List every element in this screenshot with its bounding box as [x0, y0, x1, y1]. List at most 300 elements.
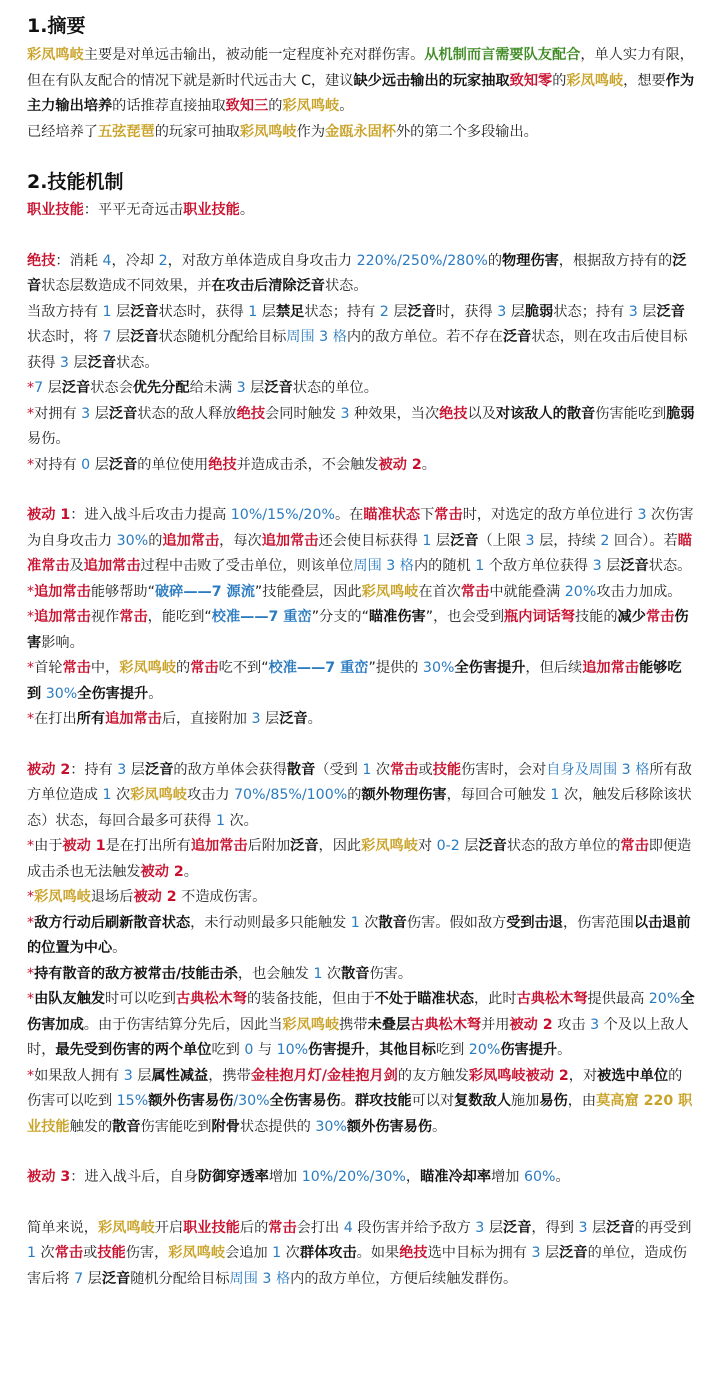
- text-run: 职业技能: [27, 202, 84, 218]
- text-run: 回合）。若: [609, 532, 678, 549]
- text-run: 彩凤鸣岐: [566, 72, 624, 89]
- text-run: 并用: [481, 1016, 510, 1033]
- text-run: 被选中单位: [597, 1067, 669, 1084]
- text-run: 瞄准常击: [27, 532, 692, 574]
- text-run: 中，: [90, 660, 120, 676]
- text-run: 的单位，造成伤害后将: [27, 1245, 687, 1287]
- passive1-paragraph: [27, 503, 695, 580]
- text-run: 2.技能机制: [27, 171, 124, 193]
- text-run: *: [27, 583, 35, 600]
- text-run: 2: [379, 303, 389, 320]
- text-run: 追加常击: [34, 583, 91, 600]
- text-run: 1: [362, 761, 372, 778]
- text-run: 次: [281, 1245, 300, 1261]
- text-run: 泛音: [27, 252, 687, 294]
- text-run: 10%/15%/20%: [230, 507, 335, 523]
- text-run: 伤害。假如敌方: [406, 914, 507, 931]
- text-run: 的: [347, 787, 362, 803]
- text-run: 持有散音的敌方被常击/技能击杀: [34, 965, 238, 982]
- text-run: 的: [487, 252, 503, 269]
- text-run: *: [27, 456, 35, 473]
- text-run: 职业技能: [183, 202, 240, 218]
- text-run: 层: [83, 1270, 102, 1287]
- text-run: 吃到: [211, 1042, 245, 1058]
- text-run: 泛音: [620, 558, 649, 574]
- text-run: 的再受到: [634, 1219, 692, 1236]
- text-run: 物理伤害: [502, 252, 559, 269]
- text-run: 被动 2: [133, 889, 177, 905]
- text-run: 次。: [224, 812, 258, 829]
- text-run: 段伤害并给予敌方: [352, 1219, 476, 1236]
- text-run: ，得到: [531, 1219, 579, 1236]
- text-run: 全伤害提升: [77, 685, 149, 702]
- text-run: 额外物理伤害: [361, 787, 447, 803]
- text-run: 的玩家可抽取: [154, 123, 240, 140]
- text-run: *: [27, 660, 35, 676]
- text-run: 古典松木弩: [410, 1016, 482, 1033]
- text-run: 古典松木弩: [176, 991, 247, 1007]
- text-run: 对拥有: [34, 405, 82, 422]
- text-run: 常击: [620, 838, 649, 854]
- text-run: 泛音: [145, 761, 174, 778]
- text-run: ，每回合可触发: [446, 787, 551, 803]
- text-run: 全伤害易伤: [269, 1093, 341, 1109]
- text-run: 瞄准冷却率: [420, 1169, 492, 1185]
- text-run: 3: [251, 711, 261, 727]
- text-run: 彩凤鸣岐: [282, 98, 340, 114]
- text-run: 瞄准状态: [363, 507, 421, 523]
- text-run: ，想要: [623, 72, 666, 89]
- text-run: 状态的单位。: [292, 380, 378, 396]
- text-run: 1: [475, 558, 485, 574]
- text-run: 15%: [116, 1093, 149, 1109]
- text-run: 30%: [238, 1093, 270, 1109]
- text-run: 状态会: [90, 380, 133, 396]
- text-run: 7: [74, 1270, 84, 1287]
- text-run: 技能的: [574, 609, 618, 625]
- text-run: 未叠层: [367, 1016, 411, 1033]
- text-run: 次: [111, 787, 131, 803]
- text-run: 被动 2: [27, 761, 71, 778]
- text-run: 内的随机: [413, 558, 476, 574]
- text-run: ：进入战斗后，自身: [70, 1169, 198, 1185]
- text-run: 不造成伤害。: [176, 889, 267, 905]
- text-run: （上限: [478, 532, 526, 549]
- text-run: 30%: [315, 1118, 347, 1135]
- text-run: 施加: [510, 1093, 540, 1109]
- text-run: 4: [343, 1219, 353, 1236]
- text-run: 的: [268, 98, 283, 114]
- text-run: 次伤害为自身攻击力: [27, 507, 694, 549]
- text-run: 层: [90, 405, 109, 422]
- text-run: 2: [158, 252, 168, 269]
- text-run: 10%: [276, 1042, 309, 1058]
- text-run: 状态。: [648, 558, 692, 574]
- text-run: 全伤害提升: [454, 660, 526, 676]
- text-run: 散音: [341, 965, 370, 982]
- text-run: 彩凤鸣岐: [361, 838, 418, 854]
- text-run: 退场后: [90, 889, 134, 905]
- text-run: 常击: [62, 660, 91, 676]
- text-run: ，但后续: [525, 660, 583, 676]
- text-run: 如果敌人拥有: [34, 1067, 124, 1084]
- text-run: 被动 2: [509, 1016, 553, 1033]
- text-run: 层: [257, 303, 276, 320]
- text-run: 触发的: [69, 1118, 113, 1135]
- text-run: 常击: [190, 660, 219, 676]
- text-run: 被动 3: [27, 1169, 71, 1185]
- text-run: 选中目标为拥有: [427, 1245, 532, 1261]
- text-run: 周围 3 格: [353, 558, 414, 574]
- text-run: 附骨: [211, 1118, 240, 1135]
- text-run: 优先分配: [132, 380, 190, 396]
- text-run: 提供最高: [587, 991, 649, 1007]
- text-run: 伤害能吃到: [595, 405, 667, 422]
- passive2-note-6: [27, 1064, 695, 1141]
- text-run: ”提供的: [368, 660, 423, 676]
- text-run: 3: [592, 558, 602, 574]
- text-run: 后，直接附加: [161, 711, 252, 727]
- text-run: 状态的敌人释放: [137, 405, 237, 422]
- ultimate-paragraph-1: [27, 249, 695, 300]
- text-run: 7: [34, 380, 44, 396]
- text-run: 过程中击败了受击单位，则该单位: [140, 558, 354, 574]
- text-run: ”，也会受到: [425, 609, 505, 625]
- text-run: 内的敌方单位。若不存在: [346, 329, 503, 345]
- text-run: 从机制而言需要队友配合: [424, 47, 581, 63]
- text-run: ，因此: [318, 838, 362, 854]
- text-run: 次: [371, 761, 391, 778]
- text-run: 追加常击: [582, 660, 639, 676]
- text-run: 70%/85%/100%: [234, 787, 348, 803]
- text-run: 20%: [648, 991, 681, 1007]
- text-run: 攻击力: [186, 787, 235, 803]
- text-run: 对该敌人的散音: [495, 405, 596, 422]
- passive2-note-4: [27, 962, 695, 988]
- text-run: 层: [111, 329, 131, 345]
- job-skill-paragraph: [27, 198, 695, 224]
- passive1-note-2: [27, 605, 695, 656]
- text-run: 绝技: [208, 456, 237, 473]
- text-run: 周围 3 格: [229, 1270, 291, 1287]
- text-run: 会打出: [296, 1219, 344, 1236]
- passive2-paragraph: [27, 758, 695, 835]
- text-run: 常击: [268, 1219, 297, 1236]
- text-run: 瞄准伤害: [368, 609, 426, 625]
- text-run: 内的敌方单位，方便后续触发群伤。: [290, 1270, 518, 1287]
- text-run: 层: [587, 1219, 607, 1236]
- text-run: 层: [459, 838, 479, 854]
- text-run: 时，获得: [435, 303, 498, 320]
- text-run: 状态层数造成不同效果，并: [41, 278, 212, 294]
- text-run: 状态。: [324, 278, 368, 294]
- text-run: 易伤。: [27, 431, 70, 447]
- text-run: 30%: [116, 532, 149, 549]
- text-run: 已经培养了: [27, 123, 98, 140]
- text-run: 彩凤鸣岐: [239, 123, 297, 140]
- text-run: 状态；持有: [304, 303, 380, 320]
- text-run: 当敌方持有: [27, 303, 103, 320]
- summary-paragraph-2: [27, 120, 695, 146]
- text-run: 并造成击杀，不会触发: [236, 456, 379, 473]
- text-run: 泛音: [264, 380, 293, 396]
- text-run: 校准——7 重峦: [268, 660, 369, 676]
- text-run: 泛音: [656, 303, 685, 320]
- text-run: 1: [215, 812, 225, 829]
- text-run: 技能: [97, 1245, 126, 1261]
- text-run: 层: [637, 303, 657, 320]
- text-run: 金桂抱月灯/金桂抱月剑: [250, 1067, 398, 1084]
- text-run: 视作: [90, 609, 120, 625]
- text-run: 伤害，: [125, 1245, 169, 1261]
- text-run: 状态，则在攻击后使目标获得: [27, 329, 688, 371]
- passive1-note-4: [27, 707, 695, 733]
- text-run: 开启: [154, 1219, 184, 1236]
- text-run: *: [27, 889, 35, 905]
- text-run: 3: [236, 380, 246, 396]
- text-run: 主要是对单远击输出，被动能一定程度补充对群伤害。: [83, 47, 425, 63]
- text-run: 古典松木弩: [516, 991, 588, 1007]
- text-run: 泛音: [61, 380, 91, 396]
- text-run: 吃到: [435, 1042, 469, 1058]
- text-run: 彩凤鸣岐被动 2: [468, 1067, 569, 1084]
- text-run: 属性减益: [151, 1067, 209, 1084]
- ultimate-paragraph-2: [27, 300, 695, 377]
- text-run: 追加常击: [34, 609, 91, 625]
- text-run: 30%: [45, 685, 78, 702]
- text-run: 最先受到伤害的两个单位: [55, 1042, 212, 1058]
- text-run: 能够吃到: [27, 660, 682, 702]
- text-run: 的: [552, 72, 567, 89]
- text-run: 次，触发后移除该状态）状态，每回合最多可获得: [27, 787, 692, 829]
- text-run: 携带: [339, 1016, 368, 1033]
- text-run: 被动 1: [27, 507, 71, 523]
- text-run: ，: [364, 1042, 380, 1058]
- text-run: 30%: [422, 660, 455, 676]
- text-run: 的装备技能，但由于: [246, 991, 375, 1007]
- text-run: 敌方行动后刷新散音状态: [34, 914, 191, 931]
- text-run: 对持有: [34, 456, 82, 473]
- text-run: /: [233, 1093, 239, 1109]
- text-run: 防御穿透率: [197, 1169, 269, 1185]
- text-run: 额外伤害易伤: [148, 1093, 234, 1109]
- passive2-note-1: [27, 834, 695, 885]
- text-run: 追加常击: [261, 532, 319, 549]
- text-run: 层: [506, 303, 525, 320]
- text-run: 1: [248, 303, 258, 320]
- text-run: 层: [260, 711, 280, 727]
- text-run: 伤害: [27, 609, 689, 651]
- text-run: 群体攻击: [299, 1245, 357, 1261]
- text-run: 彩凤鸣岐: [282, 1016, 340, 1033]
- text-run: 可以对: [411, 1093, 455, 1109]
- text-run: 泛音: [108, 405, 138, 422]
- text-run: 致知三: [225, 98, 269, 114]
- text-run: ，能吃到“: [147, 609, 212, 625]
- text-run: 还会使目标获得: [318, 532, 423, 549]
- text-run: 。: [555, 1169, 570, 1185]
- text-run: ，根据敌方持有的: [558, 252, 673, 269]
- text-run: 。: [307, 711, 322, 727]
- text-run: 首轮: [34, 660, 63, 676]
- text-run: 会同时触发: [265, 405, 341, 422]
- text-run: 层，持续: [534, 532, 601, 549]
- text-run: 伤害。: [369, 965, 413, 982]
- text-run: 彩凤鸣岐: [130, 787, 187, 803]
- text-run: 常击: [119, 609, 148, 625]
- text-run: ，单人实力有限，但在有队友配合的情况下就是新时代远击大 C，建议: [27, 47, 694, 89]
- text-run: 吃不到“: [218, 660, 269, 676]
- text-run: 常击: [460, 583, 490, 600]
- text-run: 泛音: [130, 303, 159, 320]
- text-run: 复数敌人: [454, 1093, 511, 1109]
- text-run: 及: [69, 558, 84, 574]
- text-run: 散音: [378, 914, 407, 931]
- text-run: 伤害能吃到: [140, 1118, 212, 1135]
- text-run: 校准——7 重峦: [211, 609, 312, 625]
- text-run: 个敌方单位获得: [484, 558, 593, 574]
- heading-summary: [27, 14, 695, 38]
- text-run: 绝技: [27, 252, 56, 269]
- text-run: ，每次: [219, 532, 262, 549]
- text-run: 随机分配给目标: [130, 1270, 230, 1287]
- ultimate-note-1: [27, 376, 695, 402]
- text-run: 泛音: [606, 1219, 635, 1236]
- text-run: 的: [148, 532, 163, 549]
- text-run: ，此时: [473, 991, 517, 1007]
- text-run: 的友方触发: [397, 1067, 469, 1084]
- text-run: 在首次: [418, 583, 461, 600]
- text-run: 3: [475, 1219, 485, 1236]
- text-run: 7: [102, 329, 112, 345]
- text-run: 由队友触发: [34, 991, 106, 1007]
- text-run: 伤害提升: [308, 1042, 365, 1058]
- ultimate-note-2: [27, 402, 695, 453]
- text-run: 1: [27, 1245, 37, 1261]
- text-run: 泛音: [502, 329, 532, 345]
- text-run: 。如果: [356, 1245, 400, 1261]
- text-run: 会追加: [225, 1245, 273, 1261]
- text-run: 。: [112, 940, 127, 956]
- text-run: 1: [272, 1245, 282, 1261]
- text-run: 泛音: [101, 1270, 131, 1287]
- text-run: 全伤害加成: [27, 991, 695, 1033]
- text-run: 金瓯永固杯: [325, 123, 396, 140]
- passive2-note-5: [27, 987, 695, 1064]
- text-run: 常击: [390, 761, 419, 778]
- text-run: ，由: [567, 1093, 597, 1109]
- text-run: 3: [628, 303, 638, 320]
- text-run: 不处于瞄准状态: [374, 991, 474, 1007]
- text-run: 0: [81, 456, 91, 473]
- text-run: *: [27, 609, 35, 625]
- text-run: 状态时，获得: [158, 303, 249, 320]
- text-run: *: [27, 405, 35, 422]
- text-run: 3: [637, 507, 647, 523]
- passive3-paragraph: [27, 1165, 695, 1191]
- text-run: 时可以吃到: [105, 991, 176, 1007]
- text-run: 增加: [268, 1169, 302, 1185]
- text-run: 增加: [491, 1169, 524, 1185]
- text-run: 。在: [334, 507, 364, 523]
- text-run: 简单来说，: [27, 1219, 98, 1236]
- text-run: 泛音: [407, 303, 436, 320]
- text-run: 60%: [523, 1169, 556, 1185]
- passive1-note-3: [27, 656, 695, 707]
- text-run: 层: [111, 303, 131, 320]
- text-run: 所有敌方单位造成: [27, 761, 692, 803]
- text-run: 后的: [239, 1219, 269, 1236]
- text-run: 。: [339, 98, 354, 114]
- text-run: 3: [497, 303, 507, 320]
- text-run: 泛音: [503, 1219, 532, 1236]
- text-run: 3: [525, 532, 535, 549]
- text-run: 散音: [112, 1118, 141, 1135]
- text-run: 所有: [76, 711, 106, 727]
- text-run: 额外伤害易伤: [346, 1118, 433, 1135]
- text-run: 下: [420, 507, 435, 523]
- text-run: 次: [322, 965, 342, 982]
- passive2-note-3: [27, 911, 695, 962]
- text-run: ，对敌方单体造成自身攻击力: [167, 252, 357, 269]
- text-run: *: [27, 1067, 35, 1084]
- text-run: 外的第二个多段输出。: [395, 123, 538, 140]
- text-run: 技能: [432, 761, 462, 778]
- text-run: 泛音: [478, 838, 507, 854]
- text-run: ，未行动则最多只能触发: [190, 914, 351, 931]
- text-run: 1: [102, 303, 112, 320]
- text-run: 群攻技能: [354, 1093, 412, 1109]
- text-run: ，也会触发: [237, 965, 314, 982]
- text-run: 五弦琵琶: [97, 123, 155, 140]
- text-run: 。: [432, 1118, 447, 1135]
- text-run: 被动 1: [62, 838, 106, 854]
- text-run: 10%/20%/30%: [301, 1169, 406, 1185]
- text-run: 次: [359, 914, 379, 931]
- text-run: 能够帮助“: [90, 583, 155, 600]
- text-run: 绝技: [399, 1245, 428, 1261]
- text-run: 作为: [296, 123, 326, 140]
- text-run: 以及: [467, 405, 496, 422]
- text-run: ”技能叠层，因此: [254, 583, 362, 600]
- text-run: 3: [81, 405, 91, 422]
- text-run: 220%/250%/280%: [356, 252, 488, 269]
- text-run: 在打出: [34, 711, 77, 727]
- text-run: 泛音: [290, 838, 319, 854]
- text-run: 20%: [468, 1042, 501, 1058]
- text-run: 3: [117, 761, 127, 778]
- text-run: *: [27, 991, 35, 1007]
- text-run: 即便造成击杀也无法触发: [27, 838, 692, 880]
- text-run: 彩凤鸣岐: [34, 889, 91, 905]
- text-run: 伤害时，会对: [461, 761, 547, 778]
- text-run: 状态提供的: [239, 1118, 316, 1135]
- text-run: 脆弱: [524, 303, 554, 320]
- text-run: ：进入战斗后攻击力提高: [70, 507, 231, 523]
- text-run: 彩凤鸣岐: [27, 47, 84, 63]
- text-run: 中就能叠满: [489, 583, 565, 600]
- text-run: 4: [102, 252, 112, 269]
- text-run: 时，对选定的敌方单位进行: [462, 507, 638, 523]
- text-run: 周围 3 格: [286, 329, 347, 345]
- text-run: 或: [418, 761, 433, 778]
- text-run: 常击: [54, 1245, 84, 1261]
- text-run: 其他目标: [379, 1042, 436, 1058]
- text-run: 层: [484, 1219, 504, 1236]
- text-run: 3: [340, 405, 350, 422]
- text-run: 在攻击后清除泛音: [211, 278, 325, 294]
- text-run: 泛音: [279, 711, 308, 727]
